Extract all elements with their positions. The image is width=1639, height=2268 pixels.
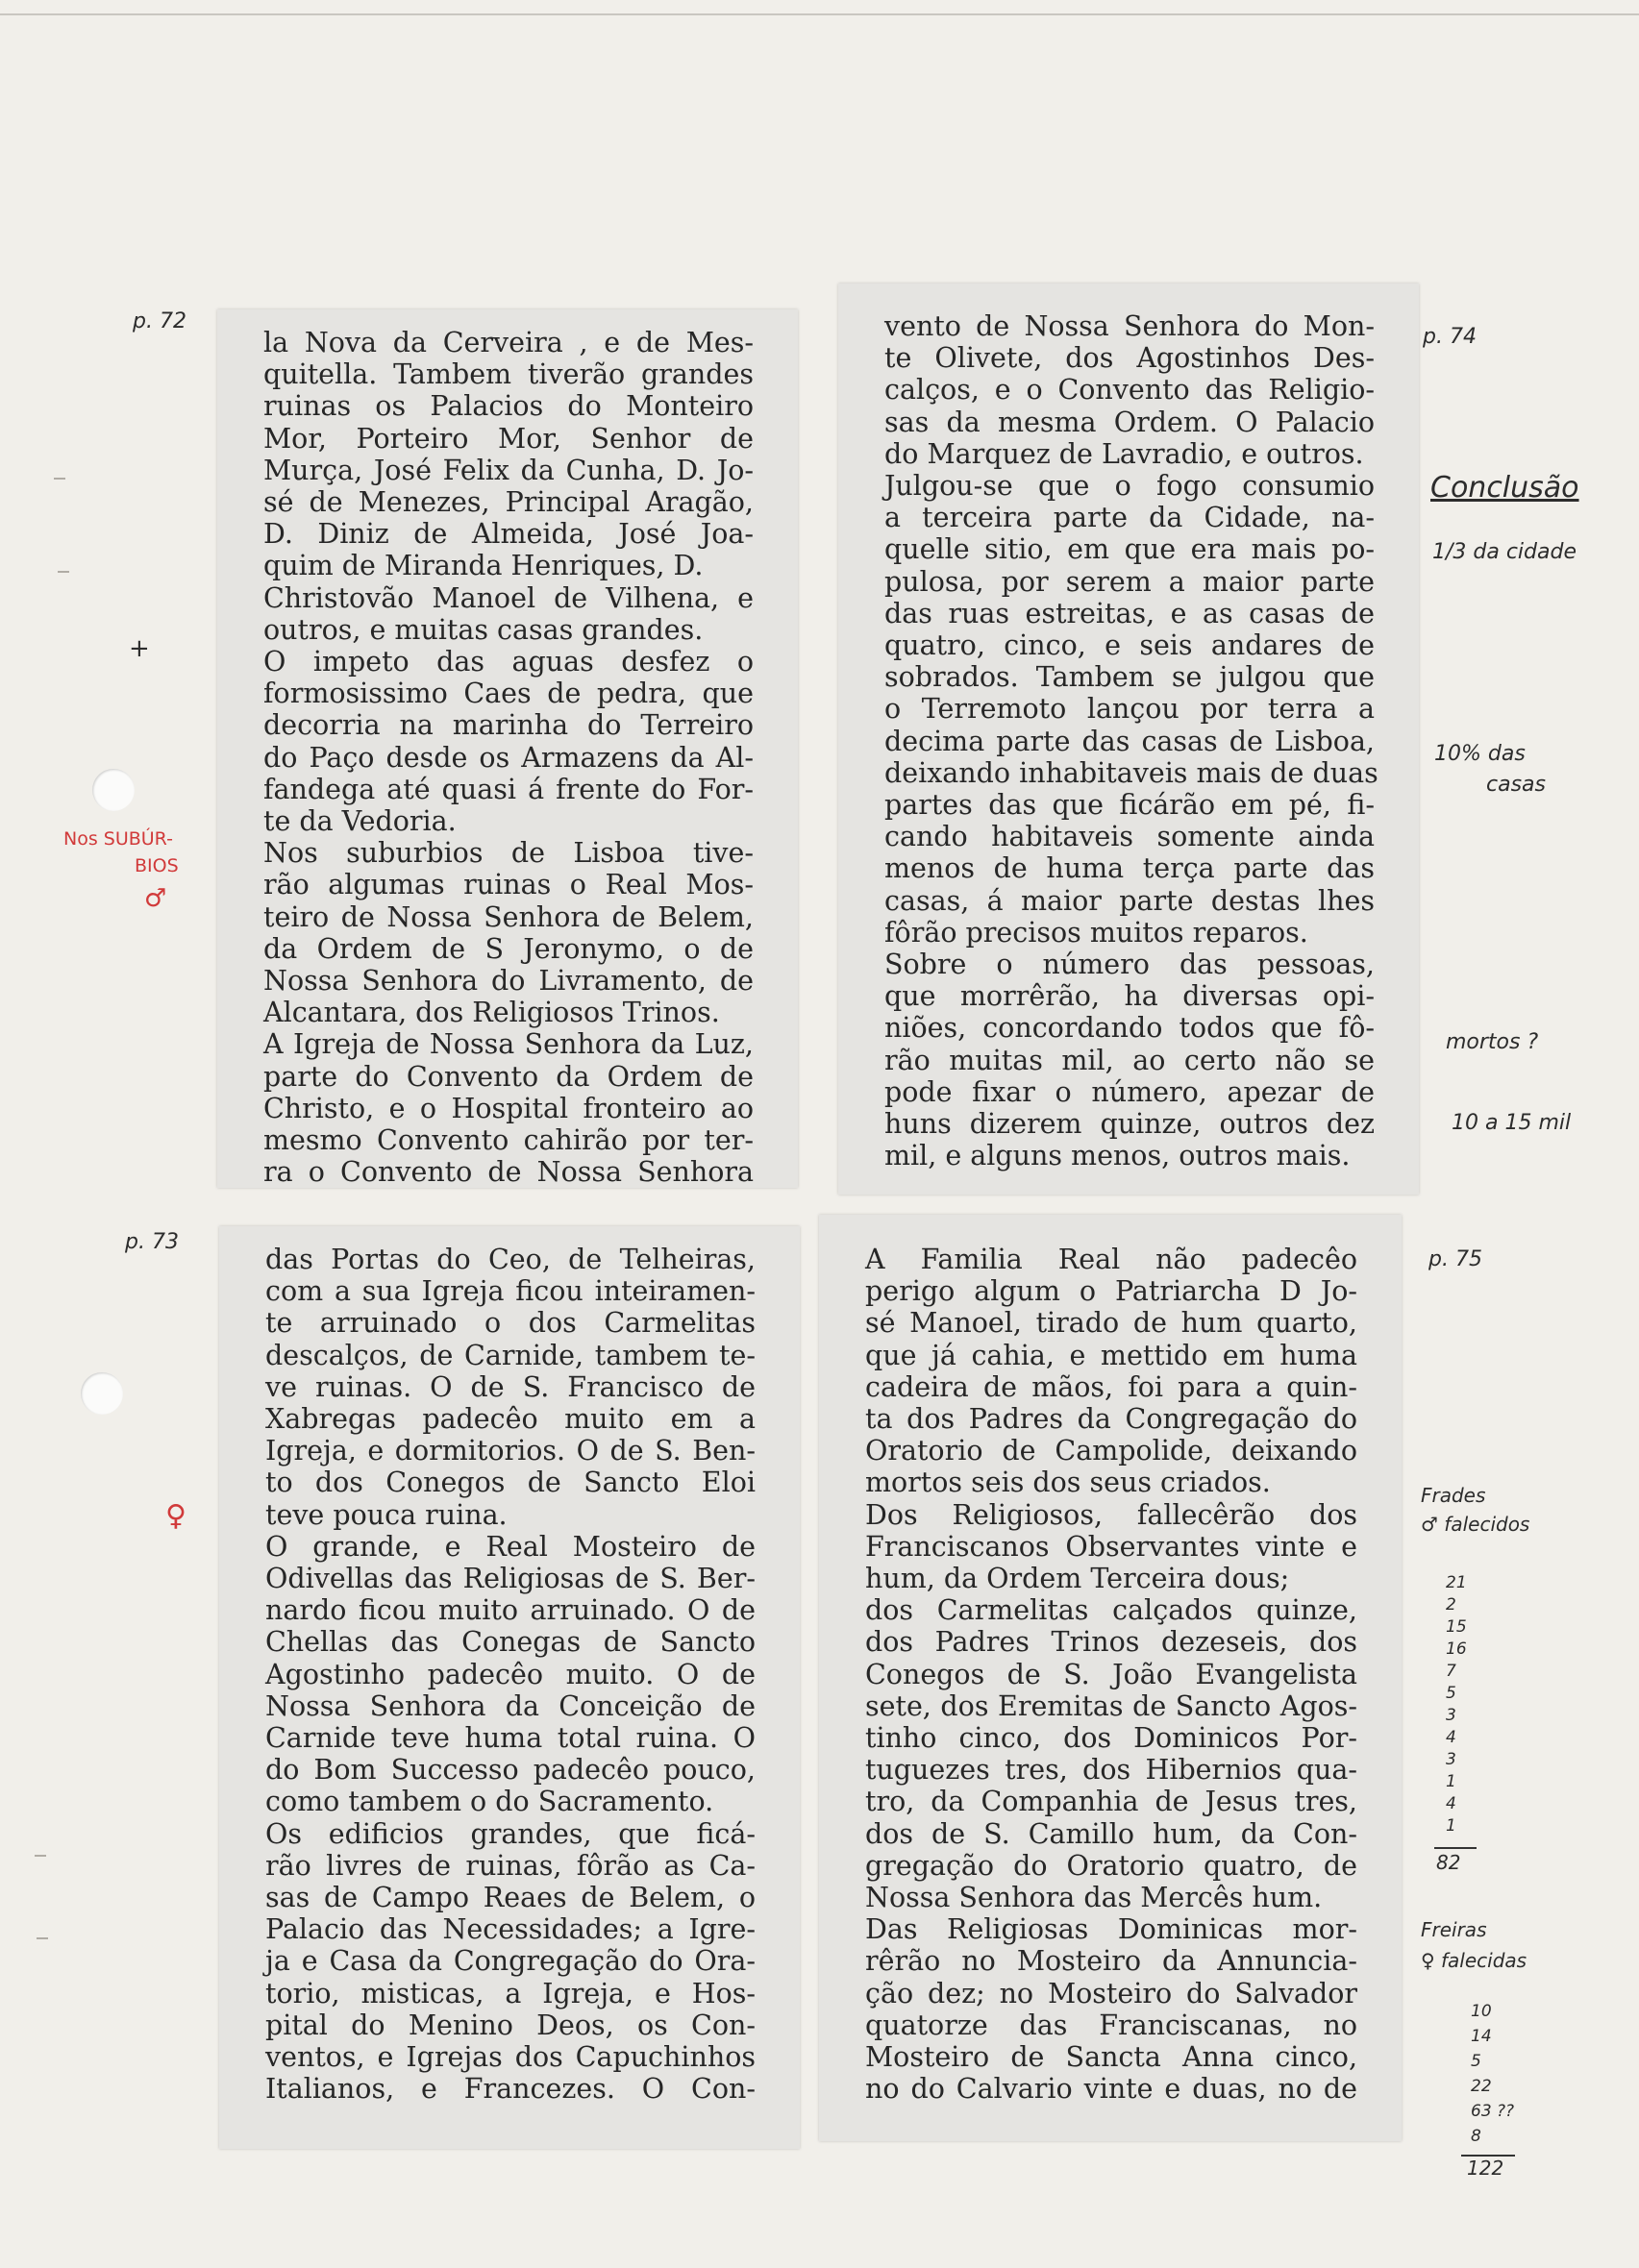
text-line: Palacio das Necessidades; a Igre- bbox=[265, 1913, 756, 1946]
text-line: da Ordem de S Jeronymo, o de bbox=[263, 932, 754, 965]
text-line: Julgou-se que o fogo consumio bbox=[884, 470, 1375, 503]
text-line: rão muitas mil, ao certo não se bbox=[884, 1044, 1375, 1076]
clipping-text bbox=[865, 1244, 1357, 2105]
note-plus: + bbox=[129, 634, 150, 663]
count-entry: 16 bbox=[1446, 1639, 1467, 1659]
text-line: Igreja, e dormitorios. O de S. Ben- bbox=[265, 1435, 756, 1467]
text-line: Sobre o número das pessoas, bbox=[884, 949, 1375, 981]
count-entry: 1 bbox=[1446, 1816, 1456, 1836]
count-entry: 5 bbox=[1446, 1684, 1456, 1703]
text-line: A Familia Real não padecêo bbox=[865, 1244, 1357, 1275]
count-entry: 14 bbox=[1471, 2027, 1492, 2046]
text-line: Nossa Senhora das Mercês hum. bbox=[865, 1882, 1323, 1914]
text-line: Mosteiro de Sancta Anna cinco, bbox=[865, 2041, 1357, 2074]
text-line: quatorze das Franciscanas, no bbox=[865, 2009, 1357, 2041]
text-line: gregação do Oratorio quatro, de bbox=[865, 1849, 1357, 1882]
text-line: Murça, José Felix da Cunha, D. Jo- bbox=[263, 454, 754, 486]
text-line: sete, dos Eremitas de Sancto Agos- bbox=[865, 1689, 1357, 1722]
note-conclusao: Conclusão bbox=[1430, 471, 1579, 505]
text-line: huns dizerem quinze, outros dez bbox=[884, 1108, 1375, 1141]
text-line: Nossa Senhora da Conceição de bbox=[265, 1689, 756, 1722]
text-line: te arruinado o dos Carmelitas bbox=[265, 1307, 756, 1340]
count-entry: 63 ?? bbox=[1471, 2102, 1515, 2121]
text-line: to dos Conegos de Sancto Eloi bbox=[265, 1467, 756, 1499]
text-line: que morrêrão, ha diversas opi- bbox=[884, 980, 1375, 1013]
note-nos-suburbios-1: Nos SUBÚR- bbox=[63, 828, 173, 850]
note-freiras-2: ♀ falecidas bbox=[1421, 1949, 1527, 1972]
text-line: Xabregas padecêo muito em a bbox=[265, 1403, 756, 1436]
clipping-page-73 bbox=[219, 1226, 800, 2149]
text-line: ruinas os Palacios do Monteiro bbox=[263, 390, 754, 423]
clipping-text bbox=[265, 1244, 756, 2105]
text-line: no do Calvario vinte e duas, no de bbox=[865, 2073, 1357, 2106]
text-line: calços, e o Convento das Religio- bbox=[884, 374, 1375, 407]
note-freiras-1: Freiras bbox=[1421, 1918, 1487, 1941]
note-dez-pct-2: casas bbox=[1486, 773, 1546, 797]
text-line: pode fixar o número, apezar de bbox=[884, 1075, 1375, 1108]
text-line: Oratorio de Campolide, deixando bbox=[865, 1435, 1357, 1467]
text-line: do Marquez de Lavradio, e outros. bbox=[884, 437, 1364, 470]
frades-count-list bbox=[1446, 1572, 1484, 1837]
text-line: vento de Nossa Senhora do Mon- bbox=[884, 310, 1375, 342]
text-line: sas de Campo Reaes de Belem, o bbox=[265, 1882, 756, 1914]
text-line: A Igreja de Nossa Senhora da Luz, bbox=[263, 1028, 754, 1061]
text-line: pital do Menino Deos, os Con- bbox=[265, 2009, 756, 2041]
text-line: que já cahia, e mettido em huma bbox=[865, 1339, 1357, 1371]
text-line: Conegos de S. João Evangelista bbox=[865, 1658, 1357, 1690]
count-entry: 4 bbox=[1446, 1728, 1456, 1747]
note-mortos: mortos ? bbox=[1446, 1030, 1539, 1054]
margin-tick bbox=[54, 478, 65, 480]
count-entry: 5 bbox=[1471, 2052, 1481, 2071]
text-line: ve ruinas. O de S. Francisco de bbox=[265, 1370, 756, 1403]
count-entry: 7 bbox=[1446, 1662, 1456, 1681]
text-line: rão livres de ruinas, fôrão as Ca- bbox=[265, 1849, 756, 1882]
text-line: do Bom Successo padecêo pouco, bbox=[265, 1754, 756, 1787]
text-line: o Terremoto lançou por terra a bbox=[884, 693, 1375, 726]
text-line: teiro de Nossa Senhora de Belem, bbox=[263, 900, 754, 933]
punch-hole-bottom bbox=[81, 1372, 123, 1415]
text-line: tro, da Companhia de Jesus tres, bbox=[865, 1786, 1357, 1818]
count-entry: 22 bbox=[1471, 2077, 1492, 2096]
text-line: dos Carmelitas calçados quinze, bbox=[865, 1594, 1357, 1627]
text-line: ventos, e Igrejas dos Capuchinhos bbox=[265, 2041, 756, 2074]
text-line: ta dos Padres da Congregação do bbox=[865, 1403, 1357, 1436]
text-line: Italianos, e Francezes. O Con- bbox=[265, 2073, 756, 2106]
text-line: hum, da Ordem Terceira dous; bbox=[865, 1563, 1290, 1595]
text-line: mil, e alguns menos, outros mais. bbox=[884, 1140, 1351, 1172]
note-page-73: p. 73 bbox=[125, 1230, 179, 1254]
text-line: dos Padres Trinos dezeseis, dos bbox=[865, 1626, 1357, 1659]
text-line: niões, concordando todos que fô- bbox=[884, 1012, 1375, 1045]
count-entry: 3 bbox=[1446, 1706, 1456, 1725]
text-line: Das Religiosas Dominicas mor- bbox=[865, 1913, 1357, 1946]
note-frades-2: ♂ falecidos bbox=[1421, 1513, 1530, 1536]
clipping-page-74 bbox=[838, 284, 1419, 1195]
text-line: Os edificios grandes, que ficá- bbox=[265, 1817, 756, 1850]
note-mortos-range: 10 a 15 mil bbox=[1452, 1111, 1572, 1135]
text-line: teve pouca ruina. bbox=[265, 1498, 508, 1531]
frades-sum-line bbox=[1434, 1847, 1477, 1849]
text-line: Nossa Senhora do Livramento, de bbox=[263, 965, 754, 998]
text-line: cadeira de mãos, foi para a quin- bbox=[865, 1370, 1357, 1403]
text-line: como tambem o do Sacramento. bbox=[265, 1786, 714, 1818]
text-line: Nos suburbios de Lisboa tive- bbox=[263, 837, 754, 870]
text-line: te Olivete, dos Agostinhos Des- bbox=[884, 342, 1375, 375]
text-line: nardo ficou muito arruinado. O de bbox=[265, 1594, 756, 1627]
count-entry: 10 bbox=[1471, 2002, 1492, 2021]
clipping-text bbox=[263, 327, 754, 1188]
text-line: das Portas do Ceo, de Telheiras, bbox=[265, 1244, 756, 1275]
clipping-page-75 bbox=[819, 1215, 1402, 2141]
count-entry: 2 bbox=[1446, 1595, 1456, 1615]
text-line: la Nova da Cerveira , e de Mes- bbox=[263, 327, 754, 358]
text-line: do Paço desde os Armazens da Al- bbox=[263, 741, 754, 774]
text-line: menos de huma terça parte das bbox=[884, 852, 1375, 885]
text-line: Alcantara, dos Religiosos Trinos. bbox=[263, 997, 720, 1029]
margin-tick bbox=[58, 571, 69, 573]
text-line: O grande, e Real Mosteiro de bbox=[265, 1530, 756, 1563]
text-line: partes das que ficárão em pé, fi- bbox=[884, 789, 1375, 822]
text-line: Franciscanos Observantes vinte e bbox=[865, 1530, 1357, 1563]
text-line: dos de S. Camillo hum, da Con- bbox=[865, 1817, 1357, 1850]
note-nos-suburbios-2: BIOS bbox=[135, 855, 179, 876]
count-entry: 1 bbox=[1446, 1772, 1456, 1791]
text-line: Chellas das Conegas de Sancto bbox=[265, 1626, 756, 1659]
note-terco-cidade: 1/3 da cidade bbox=[1432, 540, 1577, 564]
text-line: Agostinho padecêo muito. O de bbox=[265, 1658, 756, 1690]
male-symbol-note: ♂ bbox=[144, 884, 167, 913]
text-line: torio, misticas, a Igreja, e Hos- bbox=[265, 1977, 756, 2009]
note-page-75: p. 75 bbox=[1428, 1247, 1482, 1271]
text-line: decorria na marinha do Terreiro bbox=[263, 709, 754, 742]
text-line: rêrão no Mosteiro da Annuncia- bbox=[865, 1945, 1357, 1978]
text-line: a terceira parte da Cidade, na- bbox=[884, 502, 1375, 534]
female-symbol-note: ♀ bbox=[165, 1499, 186, 1533]
text-line: parte do Convento da Ordem de bbox=[263, 1060, 754, 1093]
top-rule bbox=[0, 13, 1639, 15]
text-line: sobrados. Tambem se julgou que bbox=[884, 661, 1375, 694]
text-line: tinho cinco, dos Dominicos Por- bbox=[865, 1722, 1357, 1755]
text-line: pulosa, por serem a maior parte bbox=[884, 565, 1375, 598]
text-line: ja e Casa da Congregação do Ora- bbox=[265, 1945, 756, 1978]
margin-tick bbox=[37, 1937, 48, 1939]
text-line: perigo algum o Patriarcha D Jo- bbox=[865, 1275, 1357, 1308]
note-dez-pct-1: 10% das bbox=[1434, 742, 1526, 766]
text-line: sé Manoel, tirado de hum quarto, bbox=[865, 1307, 1357, 1340]
text-line: rão algumas ruinas o Real Mos- bbox=[263, 869, 754, 901]
text-line: Carnide teve huma total ruina. O bbox=[265, 1722, 756, 1755]
text-line: formosissimo Caes de pedra, que bbox=[263, 678, 754, 710]
text-line: deixando inhabitaveis mais de duas bbox=[884, 756, 1378, 789]
text-line: quitella. Tambem tiverão grandes bbox=[263, 358, 754, 391]
text-line: O impeto das aguas desfez o bbox=[263, 646, 754, 678]
text-line: quim de Miranda Henriques, D. bbox=[263, 550, 704, 582]
text-line: com a sua Igreja ficou inteiramen- bbox=[265, 1275, 756, 1308]
text-line: casas, á maior parte destas lhes bbox=[884, 884, 1375, 917]
text-line: ra o Convento de Nossa Senhora bbox=[263, 1156, 754, 1188]
margin-tick bbox=[35, 1855, 46, 1857]
text-line: decima parte das casas de Lisboa, bbox=[884, 725, 1375, 757]
text-line: tuguezes tres, dos Hibernios qua- bbox=[865, 1754, 1357, 1787]
note-freiras-total: 122 bbox=[1467, 2157, 1504, 2180]
text-line: quatro, cinco, e seis andares de bbox=[884, 629, 1375, 662]
text-line: Mor, Porteiro Mor, Senhor de bbox=[263, 422, 754, 455]
text-line: cando habitaveis somente ainda bbox=[884, 821, 1375, 853]
count-entry: 15 bbox=[1446, 1617, 1467, 1637]
text-line: te da Vedoria. bbox=[263, 805, 457, 838]
clipping-text bbox=[884, 310, 1378, 1172]
text-line: sas da mesma Ordem. O Palacio bbox=[884, 406, 1375, 438]
note-frades-total: 82 bbox=[1436, 1851, 1461, 1874]
note-frades-1: Frades bbox=[1421, 1484, 1486, 1507]
text-line: Odivellas das Religiosas de S. Ber- bbox=[265, 1563, 756, 1595]
text-line: fôrão precisos muitos reparos. bbox=[884, 916, 1308, 949]
text-line: D. Diniz de Almeida, José Joa- bbox=[263, 518, 754, 551]
count-entry: 21 bbox=[1446, 1573, 1467, 1592]
text-line: Christo, e o Hospital fronteiro ao bbox=[263, 1092, 754, 1124]
note-page-74: p. 74 bbox=[1423, 325, 1477, 349]
punch-hole-top bbox=[92, 769, 135, 811]
note-page-72: p. 72 bbox=[133, 309, 186, 333]
text-line: descalços, de Carnide, tambem te- bbox=[265, 1339, 756, 1371]
text-line: quelle sitio, em que era mais po- bbox=[884, 533, 1375, 566]
text-line: sé de Menezes, Principal Aragão, bbox=[263, 486, 754, 519]
count-entry: 8 bbox=[1471, 2127, 1481, 2146]
clipping-page-72 bbox=[217, 309, 798, 1188]
count-entry: 4 bbox=[1446, 1794, 1456, 1813]
text-line: das ruas estreitas, e as casas de bbox=[884, 597, 1375, 629]
text-line: outros, e muitas casas grandes. bbox=[263, 613, 704, 646]
text-line: mortos seis dos seus criados. bbox=[865, 1467, 1271, 1499]
text-line: mesmo Convento cahirão por ter- bbox=[263, 1124, 754, 1157]
count-entry: 3 bbox=[1446, 1750, 1456, 1769]
text-line: fandega até quasi á frente do For- bbox=[263, 773, 754, 805]
freiras-count-list bbox=[1471, 1999, 1538, 2149]
text-line: Dos Religiosos, fallecêrão dos bbox=[865, 1498, 1357, 1531]
text-line: ção dez; no Mosteiro do Salvador bbox=[865, 1977, 1357, 2009]
text-line: Christovão Manoel de Vilhena, e bbox=[263, 581, 754, 614]
